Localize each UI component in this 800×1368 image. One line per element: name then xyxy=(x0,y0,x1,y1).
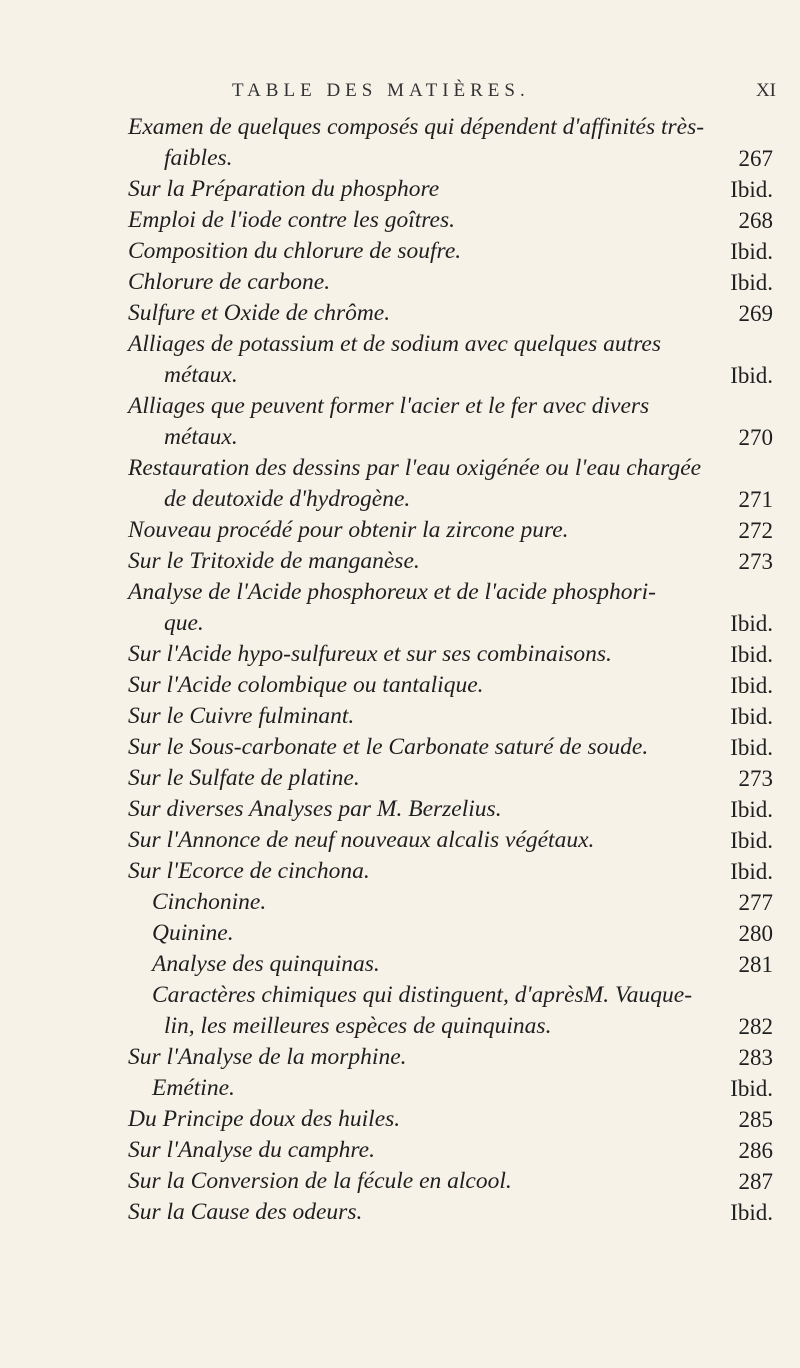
toc-page-ref: Ibid. xyxy=(730,704,773,729)
toc-page-ref: 283 xyxy=(738,1045,773,1070)
toc-page-ref: 273 xyxy=(738,766,773,791)
toc-entry xyxy=(128,980,773,1042)
toc-entry-title: Sur le Cuivre fulminant. xyxy=(128,703,355,729)
toc-entry-title: Sulfure et Oxide de chrôme. xyxy=(128,300,391,326)
toc-page-ref: Ibid. xyxy=(730,1076,773,1101)
toc-entry xyxy=(128,887,773,918)
toc-entry-title: Nouveau procédé pour obtenir la zircone pure. xyxy=(128,517,569,543)
toc-page-ref: 271 xyxy=(738,487,773,512)
toc-entry-title: Chlorure de carbone. xyxy=(128,269,331,295)
toc-entry-title: Restauration des dessins par l'eau oxigénée ou l'eau chargée xyxy=(128,455,702,481)
toc-page-ref: 272 xyxy=(738,518,773,543)
toc-entry-title: Emétine. xyxy=(152,1075,235,1101)
toc-entry-title: Quinine. xyxy=(152,920,234,946)
toc-page-ref: Ibid. xyxy=(730,1200,773,1225)
toc-entry xyxy=(128,1197,773,1228)
toc-page-ref: Ibid. xyxy=(730,642,773,667)
toc-entry-title: Sur diverses Analyses par M. Berzelius. xyxy=(128,796,502,822)
toc-entry-title: métaux. xyxy=(164,424,238,450)
toc-page-ref: Ibid. xyxy=(730,735,773,760)
toc-entry-title: Sur le Sous-carbonate et le Carbonate saturé de soude. xyxy=(128,734,649,760)
toc-page-ref: 281 xyxy=(738,952,773,977)
toc-entry xyxy=(128,391,773,453)
toc-entry xyxy=(128,236,773,267)
toc-page-ref: Ibid. xyxy=(730,611,773,636)
toc-entry-title: Examen de quelques composés qui dépendent d'affinités très- xyxy=(128,114,705,140)
toc-entry-title: Emploi de l'iode contre les goîtres. xyxy=(128,207,456,233)
toc-page-ref: 287 xyxy=(738,1169,773,1194)
toc-entry-title: Sur la Conversion de la fécule en alcool. xyxy=(128,1168,512,1194)
toc-entry-title: Sur la Cause des odeurs. xyxy=(128,1199,363,1225)
running-title: TABLE DES MATIÈRES. xyxy=(232,80,530,101)
toc-entry xyxy=(128,546,773,577)
toc-entry-title: Sur l'Acide hypo-sulfureux et sur ses combinaisons. xyxy=(128,641,612,667)
toc-entry-title: Alliages que peuvent former l'acier et le fer avec divers xyxy=(128,393,650,419)
table-of-contents xyxy=(128,112,773,1228)
toc-page-ref: 277 xyxy=(738,890,773,915)
toc-entry-title: Sur la Préparation du phosphore xyxy=(128,176,440,202)
toc-page-ref: 286 xyxy=(738,1138,773,1163)
toc-page-ref: Ibid. xyxy=(730,673,773,698)
toc-page-ref: Ibid. xyxy=(730,177,773,202)
toc-page-ref: 270 xyxy=(738,425,773,450)
toc-entry xyxy=(128,794,773,825)
toc-entry xyxy=(128,1073,773,1104)
toc-page-ref: 269 xyxy=(738,301,773,326)
toc-entry xyxy=(128,298,773,329)
toc-entry xyxy=(128,1135,773,1166)
toc-entry-title: Caractères chimiques qui distinguent, d'aprèsM. Vauque- xyxy=(152,982,693,1008)
toc-entry xyxy=(128,949,773,980)
toc-page-ref: 273 xyxy=(738,549,773,574)
toc-entry-title: Sur l'Analyse de la morphine. xyxy=(128,1044,407,1070)
toc-entry-title: métaux. xyxy=(164,362,238,388)
toc-entry xyxy=(128,701,773,732)
toc-entry-title: Sur le Sulfate de platine. xyxy=(128,765,360,791)
toc-entry-title: Sur l'Acide colombique ou tantalique. xyxy=(128,672,484,698)
toc-entry xyxy=(128,763,773,794)
toc-page-ref: 282 xyxy=(738,1014,773,1039)
toc-entry-title: lin, les meilleures espèces de quinquinas. xyxy=(164,1013,552,1039)
toc-entry-title: Du Principe doux des huiles. xyxy=(128,1106,401,1132)
toc-entry xyxy=(128,112,773,174)
toc-entry xyxy=(128,515,773,546)
toc-entry xyxy=(128,918,773,949)
toc-entry-title: Alliages de potassium et de sodium avec quelques autres xyxy=(128,331,662,357)
toc-entry xyxy=(128,174,773,205)
toc-entry xyxy=(128,329,773,391)
toc-entry xyxy=(128,453,773,515)
toc-entry xyxy=(128,267,773,298)
toc-entry xyxy=(128,639,773,670)
toc-page-ref: Ibid. xyxy=(730,828,773,853)
toc-entry xyxy=(128,732,773,763)
toc-entry-title: faibles. xyxy=(164,145,233,171)
toc-entry xyxy=(128,577,773,639)
toc-entry xyxy=(128,856,773,887)
toc-page-ref: Ibid. xyxy=(730,270,773,295)
toc-entry-title: Analyse des quinquinas. xyxy=(152,951,380,977)
toc-entry-title: Sur l'Ecorce de cinchona. xyxy=(128,858,370,884)
toc-page-ref: 267 xyxy=(738,146,773,171)
toc-entry-title: Cinchonine. xyxy=(152,889,267,915)
toc-page-ref: 285 xyxy=(738,1107,773,1132)
toc-page-ref: Ibid. xyxy=(730,239,773,264)
toc-entry xyxy=(128,205,773,236)
toc-entry-title: Composition du chlorure de soufre. xyxy=(128,238,462,264)
toc-entry xyxy=(128,670,773,701)
toc-entry xyxy=(128,1166,773,1197)
toc-entry-title: que. xyxy=(164,610,204,636)
page-number: XI xyxy=(755,80,776,101)
toc-entry-title: Analyse de l'Acide phosphoreux et de l'acide phosphori- xyxy=(128,579,657,605)
toc-page-ref: Ibid. xyxy=(730,859,773,884)
toc-entry xyxy=(128,1042,773,1073)
toc-page-ref: Ibid. xyxy=(730,797,773,822)
toc-entry-title: de deutoxide d'hydrogène. xyxy=(164,486,411,512)
toc-entry-title: Sur le Tritoxide de manganèse. xyxy=(128,548,420,574)
toc-page-ref: 280 xyxy=(738,921,773,946)
toc-page-ref: 268 xyxy=(738,208,773,233)
toc-entry xyxy=(128,1104,773,1135)
toc-entry-title: Sur l'Analyse du camphre. xyxy=(128,1137,375,1163)
toc-entry-title: Sur l'Annonce de neuf nouveaux alcalis végétaux. xyxy=(128,827,595,853)
page-header xyxy=(0,76,800,106)
toc-entry xyxy=(128,825,773,856)
toc-page-ref: Ibid. xyxy=(730,363,773,388)
